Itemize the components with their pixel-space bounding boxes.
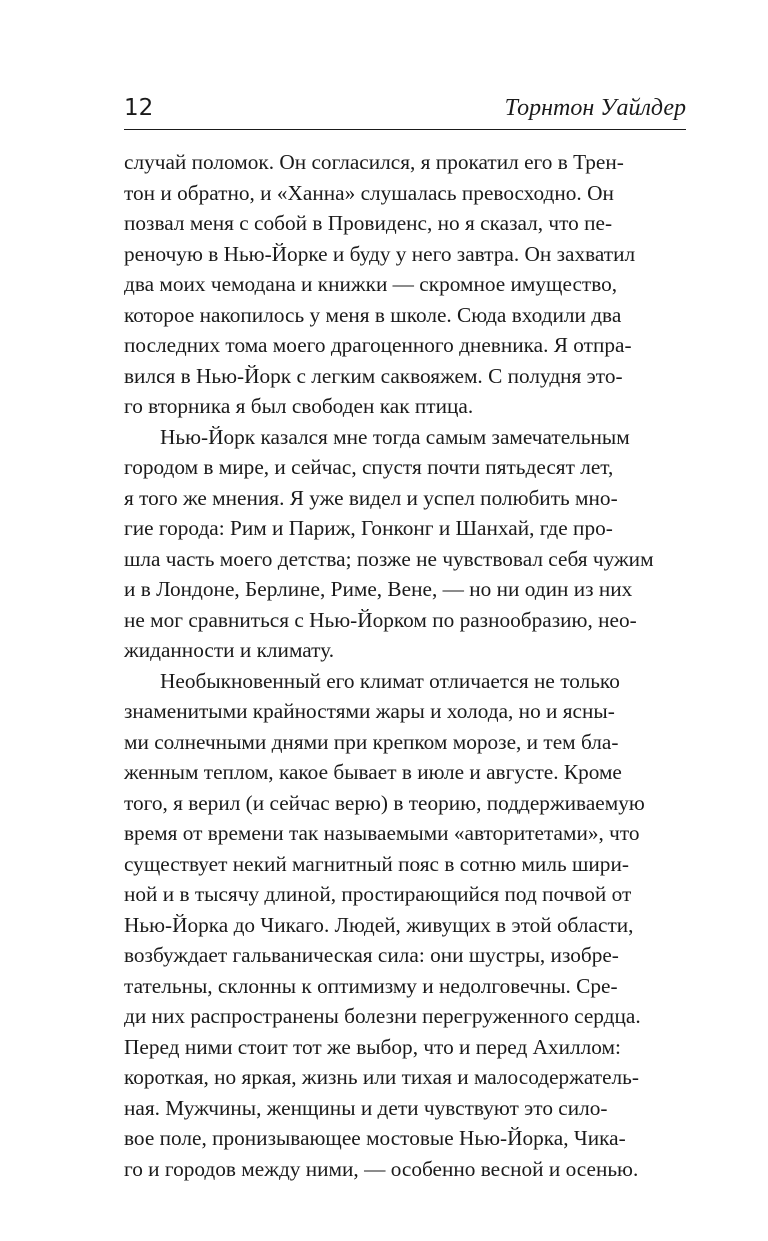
text-line: го и городов между ними, — особенно весной и осенью. <box>124 1156 639 1181</box>
text-line: гие города: Рим и Париж, Гонконг и Шанхай, где про- <box>124 516 613 540</box>
page-number: 12 <box>124 95 154 121</box>
paragraph <box>124 422 686 666</box>
text-line: Нью-Йорка до Чикаго. Людей, живущих в этой области, <box>124 912 634 937</box>
text-line: вился в Нью-Йорк с легким саквояжем. С полудня это- <box>124 363 623 388</box>
book-author: Торнтон Уайлдер <box>504 95 686 121</box>
text-line: городом в мире, и сейчас, спустя почти пятьдесят лет, <box>124 455 614 479</box>
text-line: женным теплом, какое бывает в июле и августе. Кроме <box>124 760 622 784</box>
text-line: не мог сравниться с Нью-Йорком по разнообразию, нео- <box>124 607 637 632</box>
text-line: позвал меня с собой в Провиденс, но я сказал, что пе- <box>124 211 613 235</box>
text-line: и в Лондоне, Берлине, Риме, Вене, — но ни один из них <box>124 577 633 601</box>
text-line: случай поломок. Он согласился, я прокатил его в Трен- <box>124 150 624 174</box>
text-line: Необыкновенный его климат отличается не только <box>160 668 620 693</box>
text-line: ми солнечными днями при крепком морозе, и тем бла- <box>124 729 619 754</box>
text-line: шла часть моего детства; позже не чувствовал себя чужим <box>124 546 654 571</box>
text-line: короткая, но яркая, жизнь или тихая и малосодержатель- <box>124 1065 639 1089</box>
text-line: того, я верил (и сейчас верю) в теорию, поддерживаемую <box>124 790 645 815</box>
running-head <box>124 93 686 130</box>
text-line: тательны, склонны к оптимизму и недолговечны. Сре- <box>124 973 618 998</box>
text-line: знаменитыми крайностями жары и холода, но и ясны- <box>124 699 615 723</box>
text-line: Перед ними стоит тот же выбор, что и перед Ахиллом: <box>124 1034 621 1059</box>
text-line: го вторника я был свободен как птица. <box>124 394 474 418</box>
text-line: вое поле, пронизывающее мостовые Нью-Йорка, Чика- <box>124 1126 626 1150</box>
text-line: тон и обратно, и «Ханна» слушалась превосходно. Он <box>124 180 614 205</box>
text-line: время от времени так называемыми «авторитетами», что <box>124 821 640 845</box>
text-line: реночую в Нью-Йорке и буду у него завтра. Он захватил <box>124 241 636 266</box>
text-line: возбуждает гальваническая сила: они шустры, изобре- <box>124 943 619 967</box>
paragraph <box>124 666 686 1185</box>
text-line: Нью-Йорк казался мне тогда самым замечательным <box>160 424 630 449</box>
text-line: ной и в тысячу длиной, простирающийся под почвой от <box>124 882 632 906</box>
text-line: я того же мнения. Я уже видел и успел полюбить мно- <box>124 485 618 510</box>
text-line: ди них распространены болезни перегруженного сердца. <box>124 1004 641 1028</box>
text-line: ная. Мужчины, женщины и дети чувствуют это сило- <box>124 1095 608 1120</box>
text-line: существует некий магнитный пояс в сотню миль шири- <box>124 851 629 876</box>
paragraph <box>124 147 686 422</box>
body-text <box>124 147 686 1184</box>
text-line: жиданности и климату. <box>124 638 335 662</box>
text-line: два моих чемодана и книжки — скромное имущество, <box>124 272 618 296</box>
text-line: которое накопилось у меня в школе. Сюда входили два <box>124 302 622 327</box>
text-line: последних тома моего драгоценного дневника. Я отпра- <box>124 333 632 357</box>
